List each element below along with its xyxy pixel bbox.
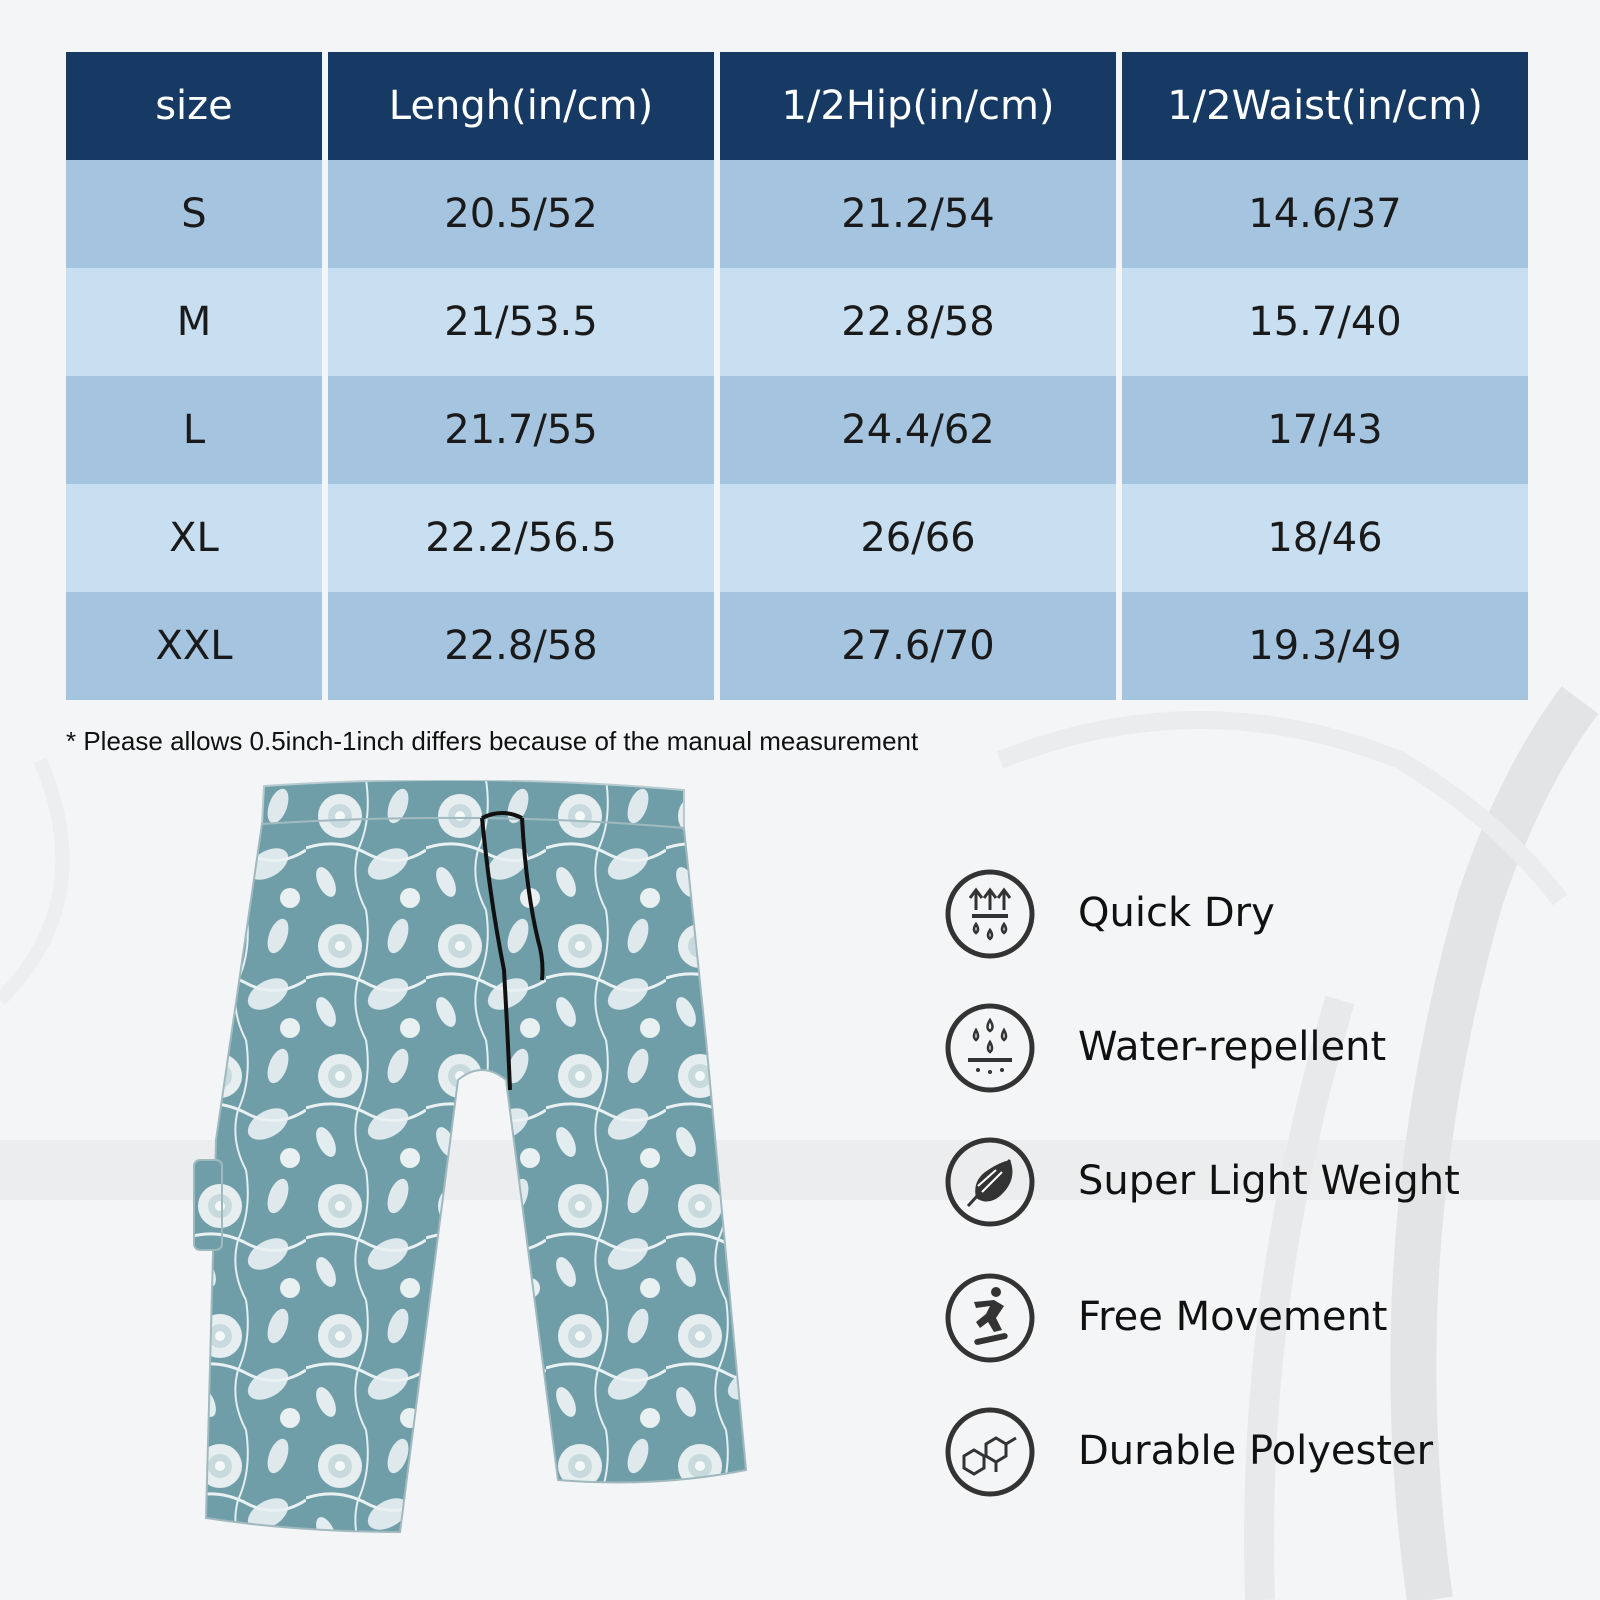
- header-length: Lengh(in/cm): [328, 52, 714, 160]
- length-cell: 22.2/56.5: [328, 484, 714, 592]
- table-row: [66, 268, 1528, 376]
- waist-cell: 14.6/37: [1122, 160, 1528, 268]
- header-half-hip: 1/2Hip(in/cm): [720, 52, 1116, 160]
- hip-cell: 27.6/70: [720, 592, 1116, 700]
- feature-durable-polyester: [944, 1406, 1564, 1506]
- waist-cell: 19.3/49: [1122, 592, 1528, 700]
- feature-free-movement: [944, 1272, 1564, 1372]
- table-header-row: [66, 52, 1528, 160]
- length-cell: 21.7/55: [328, 376, 714, 484]
- feature-water-repellent: [944, 1002, 1564, 1102]
- molecule-icon: [944, 1406, 1036, 1498]
- header-size: size: [66, 52, 322, 160]
- shorts-product-image: [186, 780, 766, 1570]
- size-chart-table: [60, 52, 1534, 700]
- size-cell: XXL: [66, 592, 322, 700]
- table-row: [66, 376, 1528, 484]
- length-cell: 20.5/52: [328, 160, 714, 268]
- hip-cell: 22.8/58: [720, 268, 1116, 376]
- skateboarder-icon: [944, 1272, 1036, 1364]
- table-row: [66, 160, 1528, 268]
- water-repellent-icon: [944, 1002, 1036, 1094]
- feature-label: Free Movement: [1078, 1294, 1388, 1340]
- feature-label: Water-repellent: [1078, 1024, 1387, 1070]
- hip-cell: 26/66: [720, 484, 1116, 592]
- size-cell: L: [66, 376, 322, 484]
- waist-cell: 15.7/40: [1122, 268, 1528, 376]
- size-cell: M: [66, 268, 322, 376]
- hip-cell: 24.4/62: [720, 376, 1116, 484]
- length-cell: 21/53.5: [328, 268, 714, 376]
- feature-quick-dry: [944, 868, 1564, 968]
- size-cell: XL: [66, 484, 322, 592]
- waist-cell: 17/43: [1122, 376, 1528, 484]
- quick-dry-icon: [944, 868, 1036, 960]
- size-cell: S: [66, 160, 322, 268]
- length-cell: 22.8/58: [328, 592, 714, 700]
- table-row: [66, 592, 1528, 700]
- feature-label: Quick Dry: [1078, 890, 1275, 936]
- feature-label: Durable Polyester: [1078, 1428, 1434, 1474]
- hip-cell: 21.2/54: [720, 160, 1116, 268]
- header-half-waist: 1/2Waist(in/cm): [1122, 52, 1528, 160]
- waist-cell: 18/46: [1122, 484, 1528, 592]
- feature-light-weight: [944, 1136, 1564, 1236]
- table-row: [66, 484, 1528, 592]
- feature-label: Super Light Weight: [1078, 1158, 1460, 1204]
- measurement-note: * Please allows 0.5inch-1inch differs because of the manual measurement: [66, 726, 919, 756]
- feather-icon: [944, 1136, 1036, 1228]
